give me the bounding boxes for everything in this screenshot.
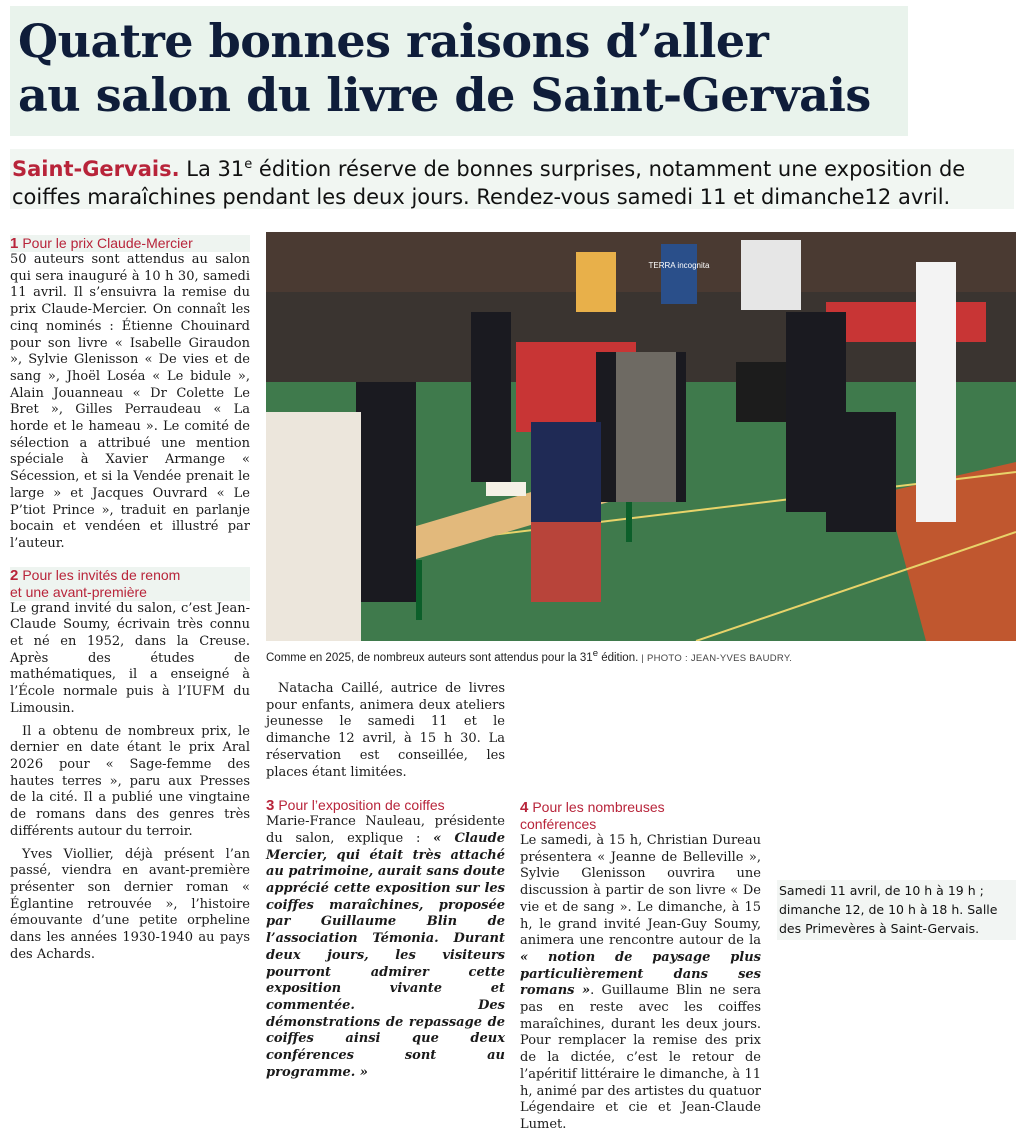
column-2-paragraph-1: Natacha Caillé, autrice de livres pour enfants, animera deux ateliers jeunesse le samedi 11 et le dimanche 12 avril, à 15 h 30. La réservation est conseillée, les places étant limitées. (266, 681, 505, 780)
caption-text: Comme en 2025, de nombreux auteurs sont attendus pour la 31 (266, 651, 593, 664)
photo-caption (266, 644, 1016, 664)
column-1 (10, 235, 250, 963)
photo-banner-text: TERRA incognita (648, 261, 710, 270)
lead-part1: La 31 (179, 157, 245, 181)
lead-part2: édition réserve de bonnes surprises, notamment une exposition de coiffes maraîchines pendant les deux jours. Rendez-vous samedi 11 et dimanche12 avril. (12, 157, 966, 209)
practical-info-box (777, 880, 1016, 940)
headline-line-2: au salon du livre de Saint-Gervais (18, 68, 871, 122)
section-3-body-quote: « Claude Mercier, qui était très attaché au patrimoine, aurait sans doute apprécié cette exposition sur les coiffes maraîchines, proposée par Guillaume Blin de l’association Témonia. Durant deux jours, les visiteurs pourront admirer cette exposition vivante et commentée. Des démonstrations de repassage de coiffes ainsi que deux conférences sont au programme. » (266, 830, 505, 1080)
section-4-body (520, 833, 761, 1134)
article-headline (10, 6, 908, 122)
column-2 (266, 681, 505, 1081)
section-3-body-plain: Marie-France Nauleau, présidente du salon, explique : (266, 814, 505, 846)
section-3-title: Pour l’exposition de coiffes (278, 797, 445, 814)
section-1-number: 1 (10, 235, 19, 252)
photo-credit: | PHOTO : JEAN-YVES BAUDRY. (638, 652, 793, 664)
caption-sup: e (592, 648, 599, 659)
section-3-body (266, 814, 505, 1081)
event-photo (266, 232, 1016, 641)
headline-line-1: Quatre bonnes raisons d’aller (18, 14, 769, 68)
column-3 (520, 681, 761, 1134)
section-3-heading (266, 797, 505, 814)
section-4-title-line-1: Pour les nombreuses (532, 799, 665, 815)
section-4-body-a: Le samedi, à 15 h, Christian Dureau présentera « Jeanne de Belleville », Sylvie Glenisson ouvrira une discussion à partir de son livre « De vie et de sang ». Le dimanche, à 15 h, le grand invité Jean-Guy Soumy, animera une rencontre autour de la (520, 833, 761, 949)
lead-sup: e (244, 157, 253, 172)
photo-illustration (266, 232, 1016, 641)
lead-text (10, 149, 1014, 211)
section-4-heading (520, 799, 761, 833)
section-4-title-line-2: conférences (520, 816, 597, 832)
section-4-body-quote: « notion de paysage plus particulièrement dans ses romans » (520, 949, 761, 999)
section-2-title-line-2: et une avant-première (10, 583, 147, 600)
section-1-heading (10, 235, 250, 252)
section-2-number: 2 (10, 566, 19, 584)
section-2-paragraph-1: Le grand invité du salon, c’est Jean-Claude Soumy, écrivain très connu et né en 1952, dans la Creuse. Après des études de mathématiques, il a enseigné à l’École normale puis à l’IUFM du Limousin. (10, 600, 250, 716)
section-4-number: 4 (520, 799, 529, 816)
section-2-paragraph-3: Yves Viollier, déjà présent l’an passé, viendra en avant-première présenter son dernier roman « Églantine retrouvée », l’histoire émouvante d’une petite orpheline dans les années 1930-1940 au pays des Achards. (10, 846, 250, 962)
section-1-title: Pour le prix Claude-Mercier (22, 235, 193, 251)
section-2-paragraph-2: Il a obtenu de nombreux prix, le dernier en date étant le prix Aral 2026 pour « Sage-femme des hautes terres », paru aux Presses de la cité. Il a publié une vingtaine de romans dans des genres très différents autour du terroir. (10, 723, 250, 839)
caption-text-end: édition. (598, 651, 639, 664)
lead-place: Saint-Gervais. (12, 157, 180, 181)
lead-paragraph (10, 149, 1014, 209)
section-2-title-line-1: Pour les invités de renom (22, 566, 181, 583)
practical-info-text: Samedi 11 avril, de 10 h à 19 h ; dimanche 12, de 10 h à 18 h. Salle des Primevères à Saint-Gervais. (779, 883, 998, 936)
headline-block (10, 6, 908, 136)
section-1-body: 50 auteurs sont attendus au salon qui sera inauguré à 10 h 30, samedi 11 avril. Il s’ensuivra la remise du prix Claude-Mercier. On connaît les cinq nominés : Étienne Chouinard pour son livre « Isabelle Giraudon », Sylvie Glenisson « De vies et de sang », Jhoël Loséa « Le bidule », Alain Jouanneau « Dr Colette Le Bret », Gilles Perraudeau « La horde et le hameau ». Le comité de sélection a attribué une mention spéciale à Xavier Armange « Sécession, et si la Vendée prenait le large » et Jacques Ouvrard « Le P’tiot Prince », traduit en parlanje bocain et vendéen et illustré par l’auteur. (10, 252, 250, 551)
column-3-quote-continuation (520, 681, 761, 799)
section-3-number: 3 (266, 797, 275, 815)
section-2-heading (10, 567, 250, 601)
section-4-body-b: . Guillaume Blin ne sera pas en reste avec les coiffes maraîchines, durant les deux jours. Pour remplacer la remise des prix de la dictée, c’est le retour de l’apéritif littéraire le dimanche, à 11 h, animé par des artistes du quatuor Légendaire et cie et Jean-Claude Lumet. (520, 983, 761, 1132)
